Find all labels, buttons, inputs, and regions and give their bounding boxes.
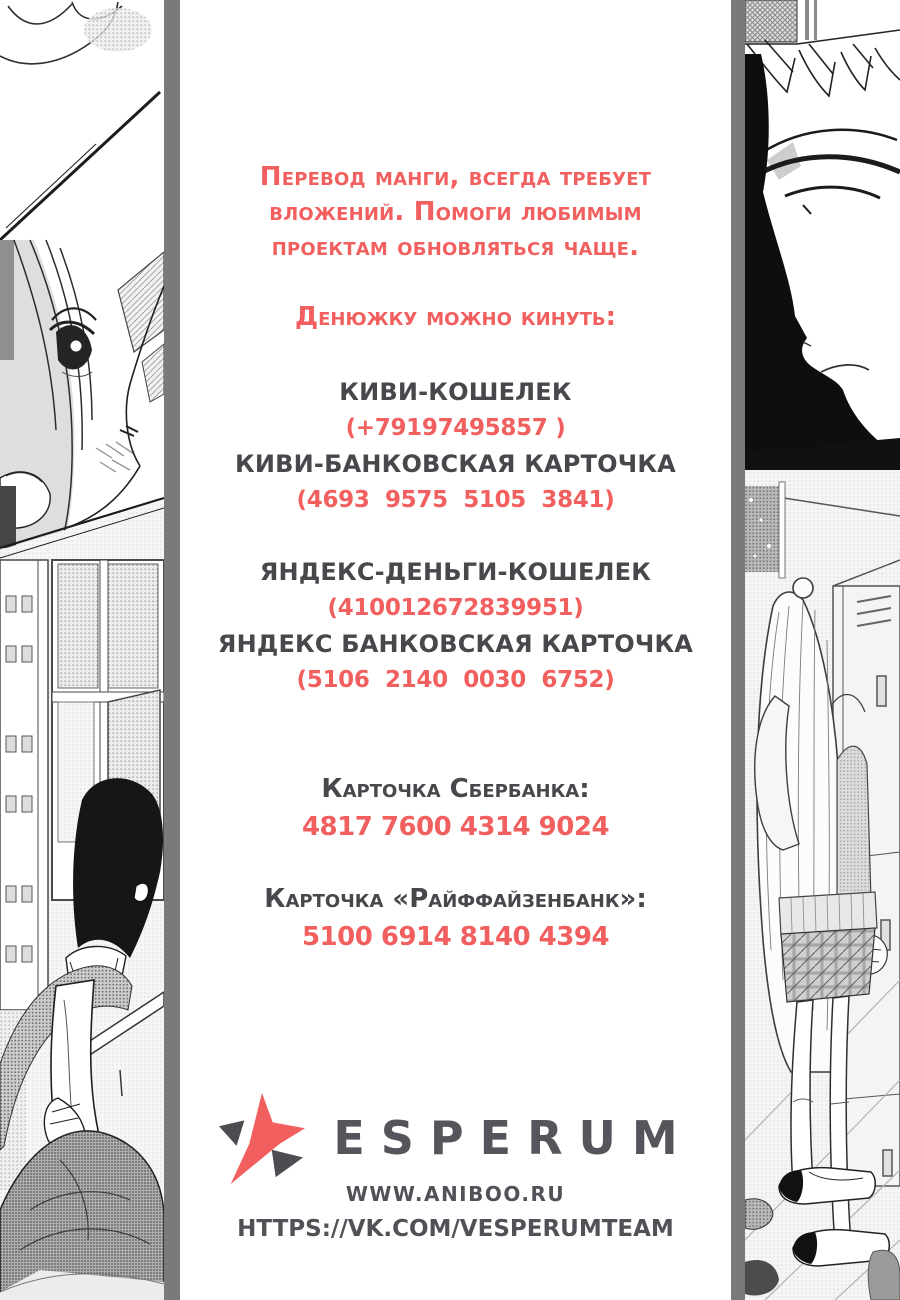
qiwi-card-number: (4693 9575 5105 3841) (296, 487, 615, 513)
esperum-logo (180, 1085, 731, 1190)
right-manga-artwork (745, 0, 900, 1300)
yandex-block (180, 554, 731, 698)
qiwi-wallet-label: КИВИ-КОШЕЛЕК (339, 378, 572, 406)
esperum-star-icon (217, 1089, 305, 1187)
raiffeisen-card-label: Карточка «Райффайзенбанк»: (264, 884, 647, 914)
intro-line: Перевод манги, всегда требует (259, 162, 652, 192)
qiwi-card-label: КИВИ-БАНКОВСКАЯ КАРТОЧКА (235, 450, 676, 478)
yandex-card-label: ЯНДЕКС БАНКОВСКАЯ КАРТОЧКА (217, 630, 694, 658)
intro-line: проектам обновляться чаще. (271, 232, 640, 262)
donation-panel (180, 0, 731, 1300)
sberbank-card-number: 4817 7600 4314 9024 (301, 812, 610, 842)
intro-line: вложений. Помоги любимым (269, 197, 642, 227)
left-manga-artwork (0, 0, 164, 1300)
donation-cta: Денюжку можно кинуть: (294, 302, 617, 332)
qiwi-block (180, 374, 731, 518)
qiwi-wallet-number: (+79197495857 ) (345, 415, 566, 441)
raiffeisen-card-number: 5100 6914 8140 4394 (301, 922, 610, 952)
yandex-wallet-number: (410012672839951) (327, 595, 584, 621)
brand-name: ESPERUM (333, 1110, 694, 1165)
vk-team-link[interactable]: HTTPS://VK.COM/VESPERUMTEAM (237, 1216, 674, 1242)
right-divider-bar (731, 0, 745, 1300)
sberbank-card-label: Карточка Сбербанка: (321, 774, 590, 804)
website-link[interactable]: WWW.ANIBOO.RU (345, 1182, 566, 1206)
yandex-card-number: (5106 2140 0030 6752) (296, 667, 615, 693)
yandex-wallet-label: ЯНДЕКС-ДЕНЬГИ-КОШЕЛЕК (259, 558, 652, 586)
intro-text (180, 160, 731, 265)
left-divider-bar (164, 0, 180, 1300)
